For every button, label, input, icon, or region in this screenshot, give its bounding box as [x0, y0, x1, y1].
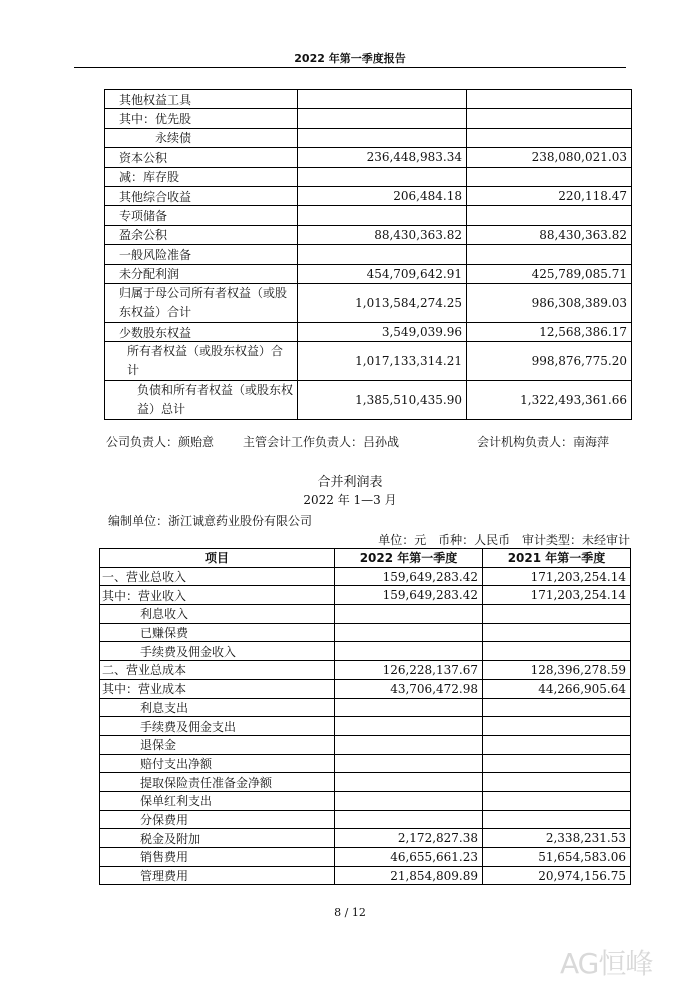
current-value: [335, 810, 483, 829]
row-label: 其他综合收益: [105, 186, 298, 205]
current-value: 159,649,283.42: [335, 567, 483, 586]
row-label: 永续债: [105, 128, 298, 147]
prior-value: 88,430,363.82: [467, 225, 632, 244]
current-value: 454,709,642.91: [298, 264, 467, 283]
prior-value: [467, 109, 632, 128]
prior-value: [483, 773, 631, 792]
table-row: [105, 322, 632, 341]
row-label: 已赚保费: [100, 623, 335, 642]
current-value: 2,172,827.38: [335, 829, 483, 848]
current-value: [335, 642, 483, 661]
current-value: 46,655,661.23: [335, 848, 483, 867]
current-value: 88,430,363.82: [298, 225, 467, 244]
row-label: 一般风险准备: [105, 245, 298, 264]
current-value: 21,854,809.89: [335, 866, 483, 885]
row-label: 提取保险责任准备金净额: [100, 773, 335, 792]
table-row: [105, 245, 632, 264]
row-label: 管理费用: [100, 866, 335, 885]
table-row: [105, 186, 632, 205]
table-row: [100, 810, 631, 829]
page-number: 8 / 12: [334, 906, 366, 919]
accounting-org-head-signature: 会计机构负责人：南海萍: [477, 435, 610, 449]
table-row: [100, 679, 631, 698]
row-label: 专项储备: [105, 206, 298, 225]
table-row: [105, 342, 632, 381]
table-row: [100, 829, 631, 848]
table-row: [100, 717, 631, 736]
prior-value: [483, 605, 631, 624]
row-label: 保单红利支出: [100, 791, 335, 810]
current-value: [335, 605, 483, 624]
current-value: [335, 754, 483, 773]
report-header-title: 2022 年第一季度报告: [294, 52, 406, 65]
prior-value: [467, 167, 632, 186]
table-row: [100, 735, 631, 754]
table-row: [100, 567, 631, 586]
prior-value: [483, 623, 631, 642]
unit-currency-audit-line: [370, 531, 630, 548]
table-row: [100, 848, 631, 867]
row-label: 所有者权益（或股东权益）合计: [105, 342, 298, 381]
prior-value: [483, 698, 631, 717]
current-value: 1,385,510,435.90: [298, 381, 467, 420]
current-value: [298, 206, 467, 225]
prior-value: [483, 642, 631, 661]
current-value: 206,484.18: [298, 186, 467, 205]
unit-label: 单位：元: [378, 533, 427, 547]
current-value: 3,549,039.96: [298, 322, 467, 341]
current-value: 43,706,472.98: [335, 679, 483, 698]
row-label: 退保金: [100, 735, 335, 754]
current-value: [298, 90, 467, 109]
current-value: 1,013,584,274.25: [298, 283, 467, 322]
current-value: 159,649,283.42: [335, 586, 483, 605]
current-value: [335, 735, 483, 754]
prior-value: 998,876,775.20: [467, 342, 632, 381]
row-label: 归属于母公司所有者权益（或股东权益）合计: [105, 283, 298, 322]
income-statement-period: 2022 年 1—3 月: [303, 493, 397, 507]
header-divider: [74, 67, 626, 68]
current-value: [298, 167, 467, 186]
income-statement-table: [99, 548, 631, 885]
currency-label: 币种：人民币: [438, 533, 511, 547]
table-row: [105, 167, 632, 186]
table-row: [100, 623, 631, 642]
prior-value: 2,338,231.53: [483, 829, 631, 848]
table-row: [105, 381, 632, 420]
prior-value: 986,308,389.03: [467, 283, 632, 322]
table-row: [100, 586, 631, 605]
prior-value: [467, 90, 632, 109]
row-label: 赔付支出净额: [100, 754, 335, 773]
table-row: [100, 698, 631, 717]
prior-value: [467, 128, 632, 147]
prior-value: 128,396,278.59: [483, 661, 631, 680]
row-label: 分保费用: [100, 810, 335, 829]
row-label: 其他权益工具: [105, 90, 298, 109]
row-label: 其中：营业成本: [100, 679, 335, 698]
income-statement-title: 合并利润表: [317, 475, 383, 490]
row-label: 盈余公积: [105, 225, 298, 244]
current-value: [335, 698, 483, 717]
table-row: [105, 109, 632, 128]
row-label: 一、营业总收入: [100, 567, 335, 586]
row-label: 利息支出: [100, 698, 335, 717]
table-row: [105, 90, 632, 109]
prior-value: 44,266,905.64: [483, 679, 631, 698]
prior-value: [483, 717, 631, 736]
column-header-2022q1: 2022 年第一季度: [335, 549, 483, 568]
table-row: [100, 866, 631, 885]
prior-value: 238,080,021.03: [467, 148, 632, 167]
table-row: [105, 225, 632, 244]
prior-value: 220,118.47: [467, 186, 632, 205]
balance-sheet-equity-table: [104, 89, 632, 420]
table-row: [105, 206, 632, 225]
prior-value: 20,974,156.75: [483, 866, 631, 885]
row-label: 税金及附加: [100, 829, 335, 848]
current-value: 126,228,137.67: [335, 661, 483, 680]
prior-value: 12,568,386.17: [467, 322, 632, 341]
row-label: 手续费及佣金收入: [100, 642, 335, 661]
column-header-2021q1: 2021 年第一季度: [483, 549, 631, 568]
table-row: [100, 754, 631, 773]
row-label: 销售费用: [100, 848, 335, 867]
preparing-company: 编制单位：浙江诚意药业股份有限公司: [108, 514, 313, 528]
current-value: [298, 109, 467, 128]
current-value: 236,448,983.34: [298, 148, 467, 167]
prior-value: [483, 791, 631, 810]
row-label: 手续费及佣金支出: [100, 717, 335, 736]
row-label: 其中：营业收入: [100, 586, 335, 605]
table-row: [100, 661, 631, 680]
watermark-logo: AG恒峰: [560, 947, 653, 980]
current-value: [335, 773, 483, 792]
prior-value: 1,322,493,361.66: [467, 381, 632, 420]
row-label: 其中：优先股: [105, 109, 298, 128]
current-value: [298, 128, 467, 147]
table-row: [100, 642, 631, 661]
table-row: [100, 605, 631, 624]
company-head-signature: 公司负责人：颜贻意: [106, 435, 215, 449]
table-row: [105, 128, 632, 147]
prior-value: 425,789,085.71: [467, 264, 632, 283]
row-label: 二、营业总成本: [100, 661, 335, 680]
row-label: 资本公积: [105, 148, 298, 167]
row-label: 负债和所有者权益（或股东权益）总计: [105, 381, 298, 420]
table-row: [105, 148, 632, 167]
prior-value: [483, 754, 631, 773]
table-header-row: [100, 549, 631, 568]
prior-value: [483, 810, 631, 829]
prior-value: [467, 245, 632, 264]
prior-value: 51,654,583.06: [483, 848, 631, 867]
current-value: [298, 245, 467, 264]
prior-value: 171,203,254.14: [483, 567, 631, 586]
audit-type-label: 审计类型：未经审计: [521, 533, 630, 547]
row-label: 利息收入: [100, 605, 335, 624]
table-row: [100, 773, 631, 792]
accounting-head-signature: 主管会计工作负责人：吕孙战: [243, 435, 400, 449]
current-value: 1,017,133,314.21: [298, 342, 467, 381]
current-value: [335, 791, 483, 810]
table-row: [105, 283, 632, 322]
row-label: 减：库存股: [105, 167, 298, 186]
current-value: [335, 623, 483, 642]
prior-value: 171,203,254.14: [483, 586, 631, 605]
prior-value: [483, 735, 631, 754]
prior-value: [467, 206, 632, 225]
table-row: [100, 791, 631, 810]
row-label: 少数股东权益: [105, 322, 298, 341]
current-value: [335, 717, 483, 736]
column-header-item: 项目: [100, 549, 335, 568]
row-label: 未分配利润: [105, 264, 298, 283]
table-row: [105, 264, 632, 283]
